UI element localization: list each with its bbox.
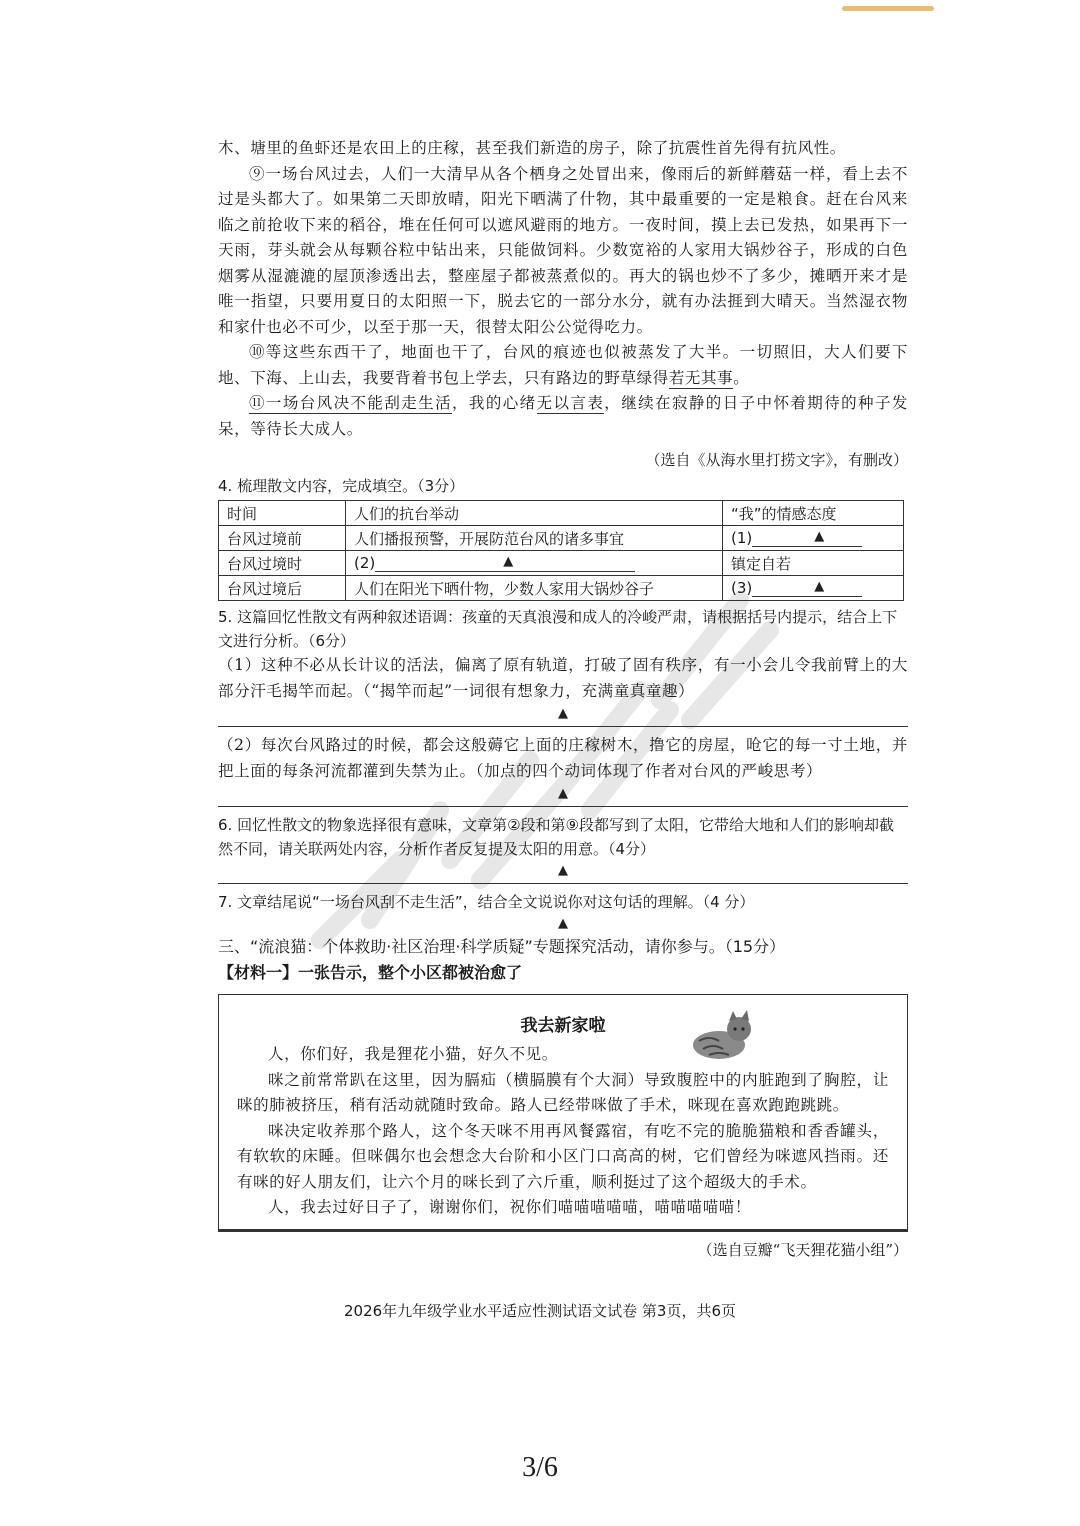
para11-text: ，我的心绪	[452, 394, 537, 412]
blank-line	[375, 555, 635, 572]
question-5: 5. 这篇回忆性散文有两种叙述语调：孩童的天真浪漫和成人的冷峻严肃，请根据括号内提示，结合上下文进行分析。（6分）	[218, 608, 898, 650]
answer-blank[interactable]	[723, 576, 904, 601]
notice-paragraph: 咪之前常常趴在这里，因为膈疝（横膈膜有个大洞）导致腹腔中的内脏跑到了胸腔，让咪的肺被挤压，稍有活动就随时致命。路人已经带咪做了手术，咪现在喜欢跑跑跳跳。	[237, 1070, 889, 1114]
notice-paragraph: 人，你们好，我是狸花小猫，好久不见。	[268, 1045, 558, 1063]
answer-triangle-icon: ▲	[558, 916, 568, 931]
table-header: 人们的抗台举动	[346, 501, 723, 526]
exam-page	[218, 136, 908, 1264]
page-number: 3/6	[522, 1452, 558, 1483]
table-row	[219, 576, 904, 601]
para11-underlined-2: 无以言表	[536, 394, 605, 412]
answer-line[interactable]	[218, 914, 908, 932]
answer-triangle-icon: ▲	[814, 579, 825, 594]
question-4-table	[218, 500, 904, 601]
passage-paragraph-10	[218, 340, 908, 391]
section-3-heading: 三、“流浪猫：个体救助·社区治理·科学质疑”专题探究活动，请你参与。（15分）	[218, 937, 786, 956]
notice-box	[218, 994, 908, 1230]
blank-label: (3)	[731, 579, 753, 597]
question-7: 7. 文章结尾说“一场台风刮不走生活”，结合全文说说你对这句话的理解。（4 分）	[218, 893, 755, 911]
para10-end: 。	[733, 368, 750, 387]
para11-underlined-1: ⑪一场台风决不能刮走生活	[249, 394, 453, 412]
table-cell: 人们播报预警，开展防范台风的诸多事宜	[346, 526, 723, 551]
answer-triangle-icon: ▲	[814, 529, 825, 544]
table-header-row	[219, 501, 904, 526]
notice-paragraph: 咪决定收养那个路人，这个冬天咪不用再风餐露宿，有吃不完的脆脆猫粮和香香罐头，有软软的床睡。但咪偶尔也会想念大台阶和小区门口高高的树，它们曾经为咪遮风挡雨。还有咪的好人朋友们，让六个月的咪长到了六斤重，顺利挺过了这个超级大的手术。	[237, 1121, 889, 1191]
notice-source: （选自豆瓣“飞天狸花猫小组”）	[697, 1240, 908, 1259]
blank-label: (1)	[731, 529, 753, 547]
para10-text: ⑩等这些东西干了，地面也干了，台风的痕迹也似被蒸发了大半。一切照旧，大人们要下地、下海、上山去，我要背着书包上学去，只有路边的野草绿得	[218, 343, 908, 387]
answer-line[interactable]	[218, 704, 908, 727]
question-4: 4. 梳理散文内容，完成填空。（3分）	[218, 477, 465, 495]
answer-blank[interactable]	[346, 551, 723, 576]
answer-line[interactable]	[218, 784, 908, 807]
table-cell: 台风过境时	[219, 551, 346, 576]
question-5-sub-1: （1）这种不必从长计议的活法，偏离了原有轨道，打破了固有秩序，有一小会儿令我前臂上的大部分汗毛揭竿而起。（“揭竿而起”一词很有想象力，充满童真童趣）	[218, 656, 908, 700]
answer-line[interactable]	[218, 861, 908, 884]
question-5-sub-2: （2）每次台风路过的时候，都会这般薅它上面的庄稼树木，撸它的房屋，呛它的每一寸土地，并把上面的每条河流都灌到失禁为止。（加点的四个动词体现了作者对台风的严峻思考）	[218, 736, 908, 780]
answer-triangle-icon: ▲	[558, 863, 568, 878]
table-header: “我”的情感态度	[723, 501, 904, 526]
cat-icon	[689, 1005, 757, 1063]
blank-line	[752, 530, 862, 547]
material-1-title: 【材料一】一张告示，整个小区都被治愈了	[218, 963, 523, 982]
blank-line	[752, 580, 862, 597]
table-cell: 人们在阳光下晒什物，少数人家用大锅炒谷子	[346, 576, 723, 601]
table-header: 时间	[219, 501, 346, 526]
table-cell: 台风过境后	[219, 576, 346, 601]
answer-triangle-icon: ▲	[558, 706, 568, 721]
question-6: 6. 回忆性散文的物象选择很有意味，文章第②段和第⑨段都写到了太阳，它带给大地和人们的影响却截然不同，请关联两处内容，分析作者反复提及太阳的用意。（4分）	[218, 816, 894, 858]
passage-line: 木、塘里的鱼虾还是农田上的庄稼，甚至我们新造的房子，除了抗震性首先得有抗风性。	[218, 139, 846, 157]
passage-source: （选自《从海水里打捞文字》，有删改）	[645, 451, 908, 469]
answer-triangle-icon: ▲	[503, 554, 514, 569]
para11-end: ，继续在寂静的日子中怀着期待的种子发呆，等待长大成人。	[218, 394, 908, 438]
table-row	[219, 551, 904, 576]
passage-paragraph-9: ⑨一场台风过去，人们一大清早从各个栖身之处冒出来，像雨后的新鲜蘑菇一样，看上去不过是头都大了。如果第二天即放晴，阳光下晒满了什物，其中最重要的一定是粮食。赶在台风来临之前抢收下来的稻谷，堆在任何可以遮风避雨的地方。一夜时间，摸上去已发热，如果再下一天雨，芽头就会从每颗谷粒中钻出来，只能做饲料。少数宽裕的人家用大锅炒谷子，形成的白色烟雾从湿漉漉的屋顶渗透出去，整座屋子都被蒸煮似的。再大的锅也炒不了多少，摊晒开来才是唯一指望，只要用夏日的太阳照一下，脱去它的一部分水分，就有办法捱到大晴天。当然湿衣物和家什也必不可少，以至于那一天，很替太阳公公觉得吃力。	[218, 164, 908, 336]
table-cell: 镇定自若	[723, 551, 904, 576]
passage-paragraph-11	[218, 391, 908, 442]
para10-underlined: 若无其事	[668, 368, 734, 387]
pen-mark	[842, 6, 934, 11]
table-cell: 台风过境前	[219, 526, 346, 551]
answer-triangle-icon: ▲	[558, 786, 568, 801]
notice-paragraph: 人，我去过好日子了，谢谢你们，祝你们喵喵喵喵喵，喵喵喵喵喵！	[268, 1198, 752, 1216]
answer-blank[interactable]	[723, 526, 904, 551]
blank-label: (2)	[354, 554, 376, 572]
notice-title: 我去新家啦	[520, 1016, 606, 1036]
page-footer: 2026年九年级学业水平适应性测试语文试卷 第3页，共6页	[343, 1302, 737, 1320]
table-row	[219, 526, 904, 551]
